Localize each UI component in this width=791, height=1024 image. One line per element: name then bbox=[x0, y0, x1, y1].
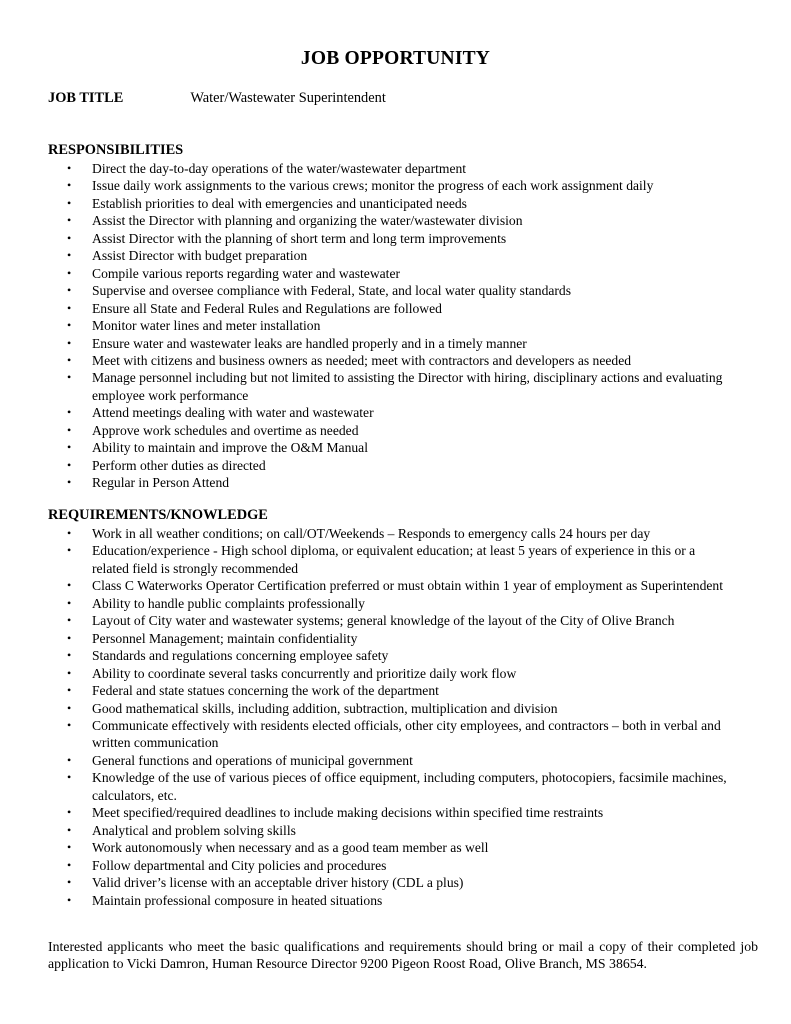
list-item bbox=[0, 282, 732, 299]
list-item-text: Supervise and oversee compliance with Federal, State, and local water quality standards bbox=[92, 283, 572, 299]
list-item bbox=[0, 612, 732, 629]
list-item bbox=[0, 700, 732, 717]
list-item bbox=[0, 352, 732, 369]
list-item bbox=[0, 335, 732, 352]
bullet-icon: • bbox=[67, 857, 72, 872]
bullet-icon: • bbox=[67, 665, 72, 680]
list-item-text: Ability to maintain and improve the O&M Manual bbox=[92, 440, 368, 456]
list-item-text: Ability to coordinate several tasks concurrently and prioritize daily work flow bbox=[92, 665, 517, 681]
list-item-text: Valid driver’s license with an acceptable driver history (CDL a plus) bbox=[92, 875, 464, 891]
list-item bbox=[0, 839, 732, 856]
list-item bbox=[0, 717, 732, 752]
bullet-icon: • bbox=[67, 440, 72, 455]
closing-paragraph: Interested applicants who meet the basic qualifications and requirements should bring or mail a copy of their completed job application to Vicki Damron, Human Resource Director 9200 Pigeon Roost Road, Olive Branch, MS 38654. bbox=[48, 939, 758, 972]
bullet-icon: • bbox=[67, 230, 72, 245]
bullet-icon: • bbox=[67, 595, 72, 610]
job-title-row bbox=[48, 90, 386, 107]
list-item bbox=[0, 752, 732, 769]
list-item bbox=[0, 822, 732, 839]
list-item bbox=[0, 265, 732, 282]
list-item bbox=[0, 369, 732, 404]
bullet-icon: • bbox=[67, 630, 72, 645]
list-item-text: Education/experience - High school diploma, or equivalent education; at least 5 years of experience in this or a related field is strongly recommended bbox=[92, 543, 696, 576]
bullet-icon: • bbox=[67, 892, 72, 907]
bullet-icon: • bbox=[67, 300, 72, 315]
bullet-icon: • bbox=[67, 248, 72, 263]
list-item bbox=[0, 630, 732, 647]
list-item-text: Assist the Director with planning and organizing the water/wastewater division bbox=[92, 213, 523, 229]
job-title-value: Water/Wastewater Superintendent bbox=[190, 90, 386, 106]
list-item-text: Follow departmental and City policies and procedures bbox=[92, 857, 387, 873]
list-item-text: Assist Director with the planning of short term and long term improvements bbox=[92, 230, 507, 246]
list-item-text: General functions and operations of municipal government bbox=[92, 752, 413, 768]
list-item-text: Manage personnel including but not limited to assisting the Director with hiring, disciplinary actions and evaluating employee work performance bbox=[92, 370, 723, 403]
list-item bbox=[0, 212, 732, 229]
requirements-list bbox=[0, 525, 732, 909]
list-item-text: Analytical and problem solving skills bbox=[92, 822, 296, 838]
list-item bbox=[0, 474, 732, 491]
list-item-text: Work autonomously when necessary and as a good team member as well bbox=[92, 840, 489, 856]
list-item bbox=[0, 247, 732, 264]
bullet-icon: • bbox=[67, 805, 72, 820]
list-item-text: Direct the day-to-day operations of the water/wastewater department bbox=[92, 161, 467, 176]
bullet-icon: • bbox=[67, 543, 72, 558]
list-item bbox=[0, 230, 732, 247]
list-item-text: Ensure water and wastewater leaks are handled properly and in a timely manner bbox=[92, 335, 527, 351]
list-item-text: Attend meetings dealing with water and wastewater bbox=[92, 405, 374, 421]
bullet-icon: • bbox=[67, 648, 72, 663]
list-item-text: Assist Director with budget preparation bbox=[92, 248, 308, 264]
list-item bbox=[0, 804, 732, 821]
bullet-icon: • bbox=[67, 475, 72, 490]
bullet-icon: • bbox=[67, 752, 72, 767]
list-item-text: Ability to handle public complaints professionally bbox=[92, 595, 365, 611]
list-item bbox=[0, 874, 732, 891]
list-item-text: Approve work schedules and overtime as needed bbox=[92, 422, 359, 438]
list-item-text: Communicate effectively with residents elected officials, other city employees, and contractors – both in verbal and written communication bbox=[92, 717, 721, 751]
bullet-icon: • bbox=[67, 213, 72, 228]
list-item bbox=[0, 857, 732, 874]
list-item bbox=[0, 404, 732, 421]
bullet-icon: • bbox=[67, 578, 72, 593]
list-item bbox=[0, 892, 732, 909]
list-item bbox=[0, 422, 732, 439]
bullet-icon: • bbox=[67, 717, 72, 732]
bullet-icon: • bbox=[67, 422, 72, 437]
list-item-text: Regular in Person Attend bbox=[92, 475, 230, 491]
list-item-text: Perform other duties as directed bbox=[92, 457, 266, 473]
list-item-text: Maintain professional composure in heated situations bbox=[92, 892, 383, 908]
list-item-text: Good mathematical skills, including addition, subtraction, multiplication and division bbox=[92, 700, 558, 716]
bullet-icon: • bbox=[67, 613, 72, 628]
job-title-label: JOB TITLE bbox=[48, 90, 124, 106]
bullet-icon: • bbox=[67, 178, 72, 193]
list-item-text: Meet specified/required deadlines to include making decisions within specified time restraints bbox=[92, 805, 604, 821]
bullet-icon: • bbox=[67, 195, 72, 210]
list-item-text: Standards and regulations concerning employee safety bbox=[92, 648, 389, 664]
list-item-text: Class C Waterworks Operator Certification preferred or must obtain within 1 year of employment as Superintendent bbox=[92, 578, 723, 594]
list-item-text: Federal and state statues concerning the work of the department bbox=[92, 683, 439, 699]
bullet-icon: • bbox=[67, 161, 72, 175]
list-item bbox=[0, 160, 732, 177]
list-item bbox=[0, 542, 732, 577]
list-item bbox=[0, 177, 732, 194]
bullet-icon: • bbox=[67, 265, 72, 280]
list-item-text: Monitor water lines and meter installation bbox=[92, 318, 321, 334]
page-title: JOB OPPORTUNITY bbox=[300, 48, 491, 69]
list-item bbox=[0, 439, 732, 456]
bullet-icon: • bbox=[67, 405, 72, 420]
bullet-icon: • bbox=[67, 700, 72, 715]
bullet-icon: • bbox=[67, 526, 72, 540]
list-item-text: Personnel Management; maintain confidentiality bbox=[92, 630, 358, 646]
bullet-icon: • bbox=[67, 840, 72, 855]
list-item-text: Compile various reports regarding water and wastewater bbox=[92, 265, 401, 281]
bullet-icon: • bbox=[67, 875, 72, 890]
list-item-text: Knowledge of the use of various pieces of office equipment, including computers, photocopiers, facsimile machines, calculators, etc. bbox=[92, 770, 727, 803]
list-item-text: Meet with citizens and business owners as needed; meet with contractors and developers as needed bbox=[92, 352, 632, 368]
responsibilities-heading: RESPONSIBILITIES bbox=[48, 142, 184, 158]
bullet-icon: • bbox=[67, 352, 72, 367]
list-item bbox=[0, 577, 732, 594]
bullet-icon: • bbox=[67, 335, 72, 350]
list-item-text: Issue daily work assignments to the various crews; monitor the progress of each work assignment daily bbox=[92, 178, 654, 194]
list-item bbox=[0, 665, 732, 682]
list-item bbox=[0, 595, 732, 612]
list-item bbox=[0, 682, 732, 699]
bullet-icon: • bbox=[67, 457, 72, 472]
bullet-icon: • bbox=[67, 318, 72, 333]
responsibilities-list bbox=[0, 160, 732, 492]
list-item bbox=[0, 647, 732, 664]
list-item bbox=[0, 317, 732, 334]
bullet-icon: • bbox=[67, 770, 72, 785]
bullet-icon: • bbox=[67, 370, 72, 385]
list-item bbox=[0, 300, 732, 317]
list-item bbox=[0, 769, 732, 804]
list-item-text: Establish priorities to deal with emergencies and unanticipated needs bbox=[92, 195, 467, 211]
requirements-heading: REQUIREMENTS/KNOWLEDGE bbox=[48, 507, 268, 523]
list-item bbox=[0, 457, 732, 474]
list-item-text: Work in all weather conditions; on call/OT/Weekends – Responds to emergency calls 24 hours per day bbox=[92, 526, 651, 541]
list-item-text: Layout of City water and wastewater systems; general knowledge of the layout of the City of Olive Branch bbox=[92, 613, 675, 629]
bullet-icon: • bbox=[67, 822, 72, 837]
bullet-icon: • bbox=[67, 283, 72, 298]
bullet-icon: • bbox=[67, 683, 72, 698]
list-item bbox=[0, 525, 732, 542]
list-item bbox=[0, 195, 732, 212]
list-item-text: Ensure all State and Federal Rules and Regulations are followed bbox=[92, 300, 442, 316]
